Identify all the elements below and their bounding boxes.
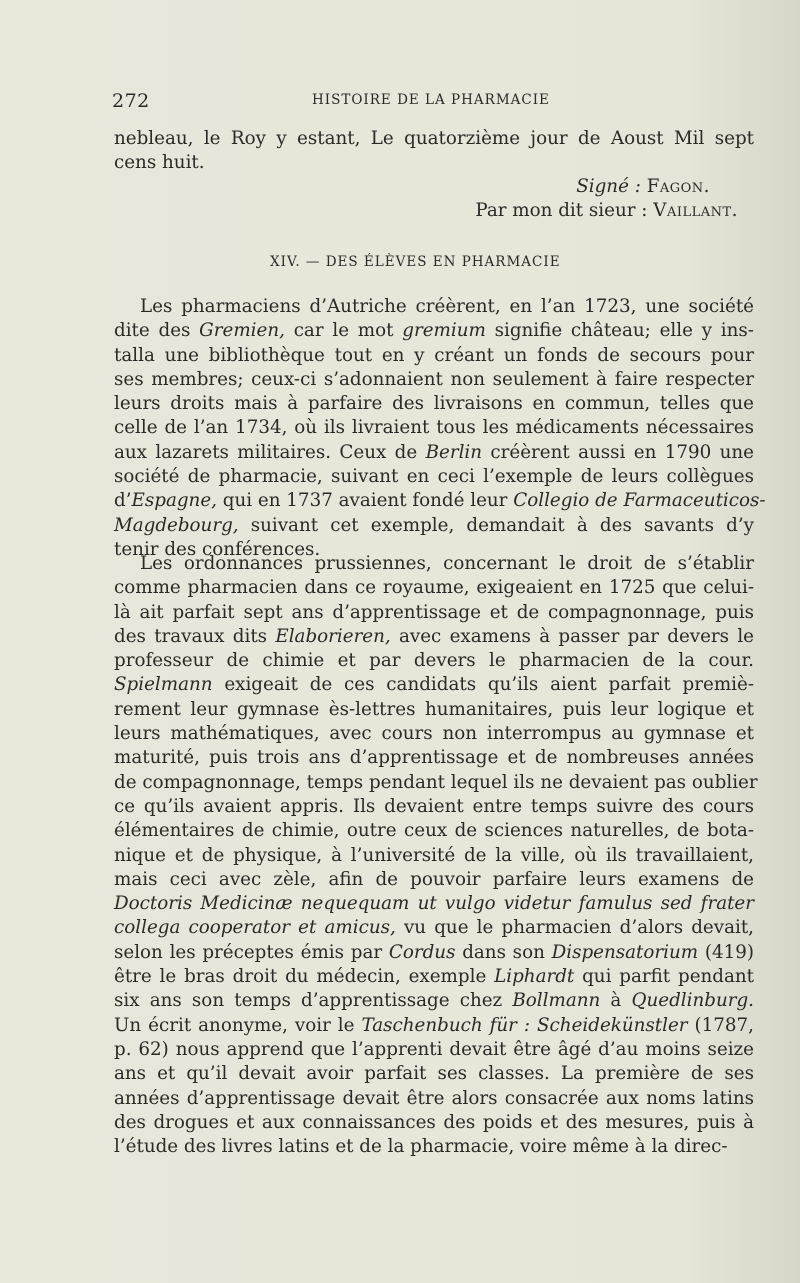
text-line <box>114 892 754 916</box>
text-line <box>114 601 754 625</box>
text-run: selon les préceptes émis par <box>114 941 389 963</box>
text-line <box>114 576 754 600</box>
italic-run: Cordus <box>388 941 456 963</box>
text-line <box>114 1038 754 1062</box>
text-line <box>114 649 754 673</box>
italic-run: Magdebourg, <box>114 514 239 536</box>
paragraph-2 <box>114 552 758 1159</box>
text-run: tenir des conférences. <box>114 538 321 560</box>
text-run: être le bras droit du médecin, exemple <box>114 966 495 988</box>
text-run: maturité, puis trois ans d’apprentissage et de nombreuses années <box>114 747 754 769</box>
text-run: Les ordonnances prussiennes, concernant le droit de s’établir <box>140 553 754 574</box>
italic-run: Elaborieren, <box>275 625 391 647</box>
text-run: vu que le pharmacien d’alors devait, <box>395 917 754 939</box>
italic-run: Quedlinburg. <box>631 990 754 1012</box>
text-run: des travaux dits <box>114 625 276 647</box>
text-run: ans et qu’il devait avoir parfait ses classes. La première de ses <box>114 1063 754 1085</box>
italic-run: collega cooperator et amicus, <box>114 917 396 939</box>
section-title: XIV. — DES ÉLÈVES EN PHARMACIE <box>270 254 561 270</box>
text-run: ce qu’ils avaient appris. Ils devaient entre temps suivre des cours <box>114 795 754 817</box>
text-line: nebleau, le Roy y estant, Le quatorzième jour de Aoust Mil sept <box>114 128 754 149</box>
italic-run: Collegio de Farmaceuticos- <box>513 490 766 512</box>
text-run: car le mot <box>284 320 403 342</box>
text-run: ses membres; ceux-ci s’adonnaient non seulement à faire respecter <box>114 368 754 390</box>
text-line <box>114 673 754 697</box>
signature-fagon <box>576 176 710 197</box>
text-run: élémentaires de chimie, outre ceux de sciences naturelles, de bota- <box>114 820 754 842</box>
text-run: leurs droits mais à parfaire des livraisons en commun, telles que <box>114 393 754 415</box>
text-run: six ans son temps d’apprentissage chez <box>114 990 513 1012</box>
text-line <box>114 514 754 538</box>
text-line <box>114 698 754 722</box>
text-line <box>114 441 754 465</box>
italic-run: Liphardt <box>494 966 575 988</box>
text-line <box>114 771 758 795</box>
text-run: années d’apprentissage devait être alors consacrée aux noms latins <box>114 1087 754 1109</box>
text-run: celle de l’an 1734, où ils livraient tous les médicaments nécessaires <box>114 417 754 439</box>
text-line <box>114 392 754 416</box>
text-run: (419) <box>698 941 755 963</box>
text-run: dans son <box>455 941 552 963</box>
italic-run: Spielmann <box>114 674 213 696</box>
text-run: comme pharmacien dans ce royaume, exigeaient en 1725 que celui- <box>114 577 754 599</box>
text-line <box>114 795 754 819</box>
signature-name: Vaillant. <box>653 200 738 221</box>
text-line <box>114 489 766 513</box>
signature-label: Signé : <box>576 176 641 197</box>
text-run: d’ <box>114 490 132 512</box>
text-line <box>114 1087 754 1111</box>
text-line <box>114 916 754 940</box>
text-run: p. 62) nous apprend que l’apprenti devait être âgé d’au moins seize <box>114 1038 754 1060</box>
signature-vaillant <box>475 200 738 221</box>
italic-run: Doctoris Medicinæ nequequam ut vulgo videtur famulus sed frater <box>114 893 754 915</box>
page-header <box>112 88 762 112</box>
text-line <box>114 1135 754 1159</box>
text-run: à <box>600 990 632 1012</box>
text-line <box>114 819 754 843</box>
text-line <box>114 416 754 440</box>
text-line <box>114 965 754 989</box>
italic-run: Berlin <box>425 441 483 463</box>
text-line <box>114 344 754 368</box>
text-run: talla une bibliothèque tout en y créant un fonds de secours pour <box>114 344 754 366</box>
text-line <box>114 868 754 892</box>
signature-name: Fagon. <box>646 176 710 197</box>
text-run: professeur de chimie et par devers le pharmacien de la cour. <box>114 650 754 672</box>
text-run: l’étude des livres latins et de la pharmacie, voire même à la direc- <box>114 1136 728 1158</box>
running-title: HISTOIRE DE LA PHARMACIE <box>312 92 550 108</box>
text-line <box>114 319 754 343</box>
signature-label: Par mon dit sieur : <box>475 200 648 221</box>
text-run: qui en 1737 avaient fondé leur <box>216 490 514 512</box>
text-line <box>114 1014 754 1038</box>
paragraph-1 <box>114 295 766 562</box>
text-run: suivant cet exemple, demandait à des savants d’y <box>238 514 754 536</box>
text-line <box>114 552 754 576</box>
italic-run: gremium <box>402 320 486 342</box>
text-run: (1787, <box>687 1014 754 1036</box>
text-line <box>114 1062 754 1086</box>
text-run: des drogues et aux connaissances des poids et des mesures, puis à <box>114 1111 754 1133</box>
text-run: Un écrit anonyme, voir le <box>114 1014 362 1036</box>
text-run: aux lazarets militaires. Ceux de <box>114 441 426 463</box>
page-number: 272 <box>112 90 150 112</box>
italic-run: Gremien, <box>199 320 285 342</box>
text-run: leurs mathématiques, avec cours non interrompus au gymnase et <box>114 723 754 745</box>
text-line <box>114 844 754 868</box>
text-run: dite des <box>114 320 200 342</box>
text-run: Les pharmaciens d’Autriche créèrent, en l’an 1723, une société <box>140 296 754 317</box>
text-run: exigeait de ces candidats qu’ils aient parfait premiè- <box>212 674 754 696</box>
intro-text <box>114 127 754 176</box>
italic-run: Dispensatorium <box>551 941 699 963</box>
text-line <box>114 1111 754 1135</box>
text-run: mais ceci avec zèle, afin de pouvoir parfaire leurs examens de <box>114 868 754 890</box>
italic-run: Taschenbuch für : Scheidekünstler <box>361 1014 688 1036</box>
text-line <box>114 941 754 965</box>
text-line <box>114 722 754 746</box>
text-run: rement leur gymnase ès-lettres humanitaires, puis leur logique et <box>114 698 754 720</box>
text-run: avec examens à passer par devers le <box>390 625 754 647</box>
text-line <box>114 746 754 770</box>
text-line <box>114 625 754 649</box>
text-run: signifie château; elle y ins- <box>485 320 754 342</box>
text-run: société de pharmacie, suivant en ceci l’exemple de leurs collègues <box>114 466 754 488</box>
text-run: là ait parfait sept ans d’apprentissage et de compagnonnage, puis <box>114 601 754 623</box>
text-line <box>114 989 754 1013</box>
text-line: cens huit. <box>114 152 205 174</box>
text-run: qui parfit pendant <box>574 966 755 988</box>
text-run: nique et de physique, à l’université de la ville, où ils travaillaient, <box>114 844 754 866</box>
text-run: de compagnonnage, temps pendant lequel ils ne devaient pas oublier <box>114 771 758 793</box>
italic-run: Espagne, <box>131 490 217 512</box>
italic-run: Bollmann <box>512 990 601 1012</box>
text-run: créèrent aussi en 1790 une <box>482 441 754 463</box>
text-line <box>114 465 754 489</box>
text-line <box>114 295 754 319</box>
text-line <box>114 368 754 392</box>
